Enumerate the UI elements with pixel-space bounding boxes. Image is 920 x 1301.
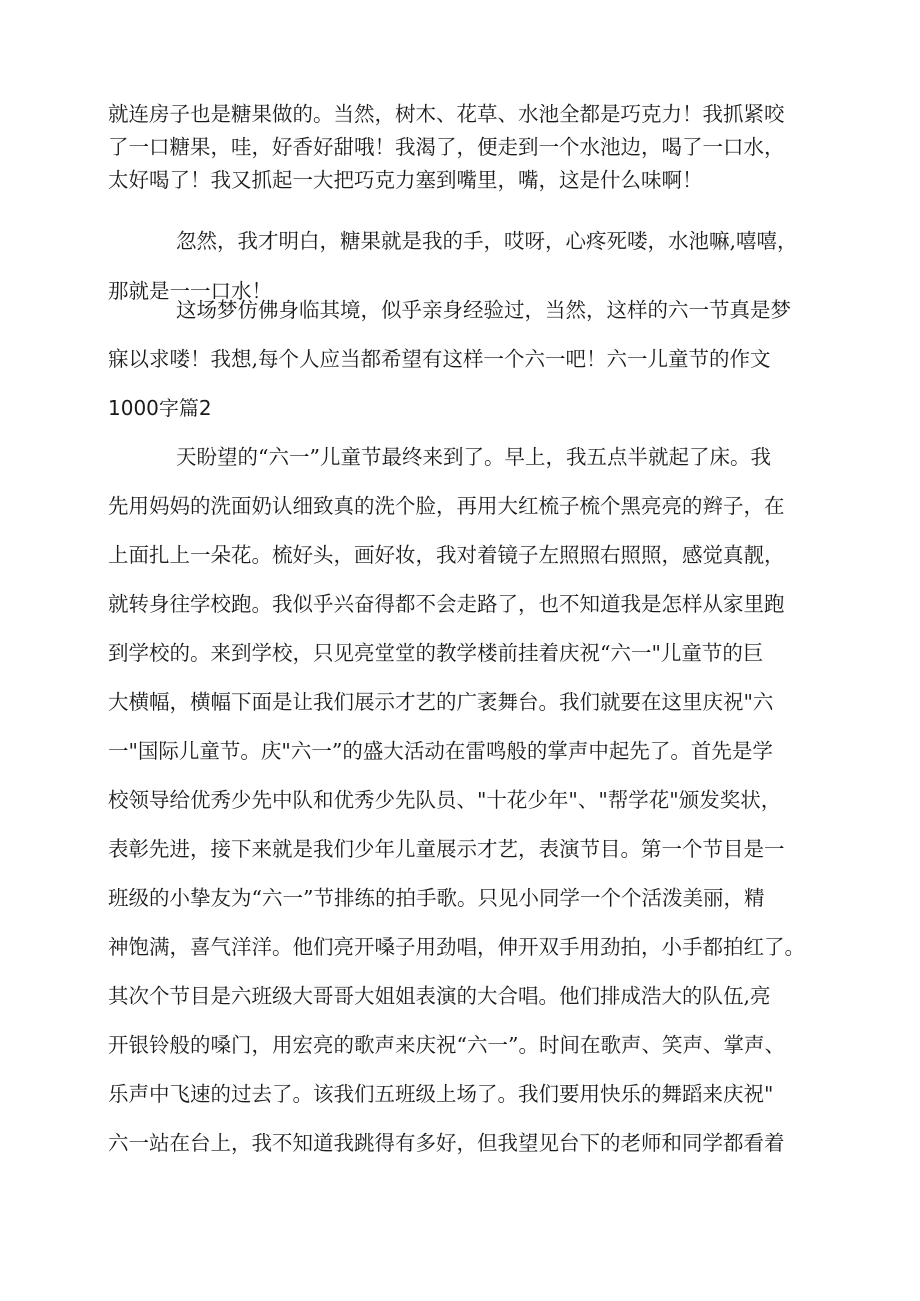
paragraph-4-line-15: 六一站在台上，我不知道我跳得有多好，但我望见台下的老师和同学都看着 [108,1131,785,1155]
paragraph-4-line-6: 大横幅，横幅下面是让我们展示才艺的广袤舞台。我们就要在这里庆祝"六 [108,690,774,714]
paragraph-1-line-3: 太好喝了！我又抓起一大把巧克力塞到嘴里，嘴，这是什么味啊！ [108,168,703,192]
paragraph-4-line-3: 上面扎上一朵花。梳好头，画好妆，我对着镜子左照照右照照，感觉真靓， [108,543,785,567]
paragraph-1-line-1: 就连房子也是糖果做的。当然，树木、花草、水池全都是巧克力！我抓紧咬 [108,102,785,126]
paragraph-4-line-4: 就转身往学校跑。我似乎兴奋得都不会走路了，也不知道我是怎样从家里跑 [108,592,785,616]
paragraph-3-line-3: 1000字篇2 [108,396,212,420]
paragraph-4-line-1: 天盼望的“六一”儿童节最终来到了。早上，我五点半就起了床。我 [176,445,771,469]
paragraph-4-line-2: 先用妈妈的洗面奶认细致真的洗个脸，再用大红梳子梳个黑亮亮的辫子，在 [108,494,785,518]
paragraph-4-line-11: 神饱满，喜气洋洋。他们亮开嗓子用劲唱，伸开双手用劲拍，小手都拍红了。 [108,935,805,959]
paragraph-2-line-1: 忽然，我才明白，糖果就是我的手，哎呀，心疼死喽，水池嘛,嘻嘻， [176,229,798,253]
paragraph-4-line-8: 校领导给优秀少先中队和优秀少先队员、"十花少年"、"帮学花"颁发奖状， [108,788,782,812]
paragraph-4-line-7: 一"国际儿童节。庆"六一”的盛大活动在雷鸣般的掌声中起先了。首先是学 [108,739,773,763]
paragraph-4-line-14: 乐声中飞速的过去了。该我们五班级上场了。我们要用快乐的舞蹈来庆祝" [108,1082,774,1106]
paragraph-3-line-2: 寐以求喽！我想,每个人应当都希望有这样一个六一吧！六一儿童节的作文 [108,347,771,371]
paragraph-4-line-13: 开银铃般的嗓门，用宏亮的歌声来庆祝“六一”。时间在歌声、笑声、掌声、 [108,1033,785,1057]
paragraph-2-line-2: 那就是一一口水！ [108,279,272,303]
paragraph-4-line-5: 到学校的。来到学校，只见亮堂堂的教学楼前挂着庆祝“六一"儿童节的巨 [108,641,764,665]
paragraph-4-line-10: 班级的小挚友为“六一”节排练的拍手歌。只见小同学一个个活泼美丽，精 [108,886,765,910]
paragraph-4-line-12: 其次个节目是六班级大哥哥大姐姐表演的大合唱。他们排成浩大的队伍,亮 [108,984,771,1008]
paragraph-4-line-9: 表彰先进，接下来就是我们少年儿童展示才艺，表演节目。第一个节目是一 [108,837,785,861]
paragraph-3-line-1: 这场梦仿佛身临其境，似乎亲身经验过，当然，这样的六一节真是梦 [176,298,791,322]
paragraph-1-line-2: 了一口糖果，哇，好香好甜哦！我渴了，便走到一个水池边，喝了一口水， [108,135,785,159]
